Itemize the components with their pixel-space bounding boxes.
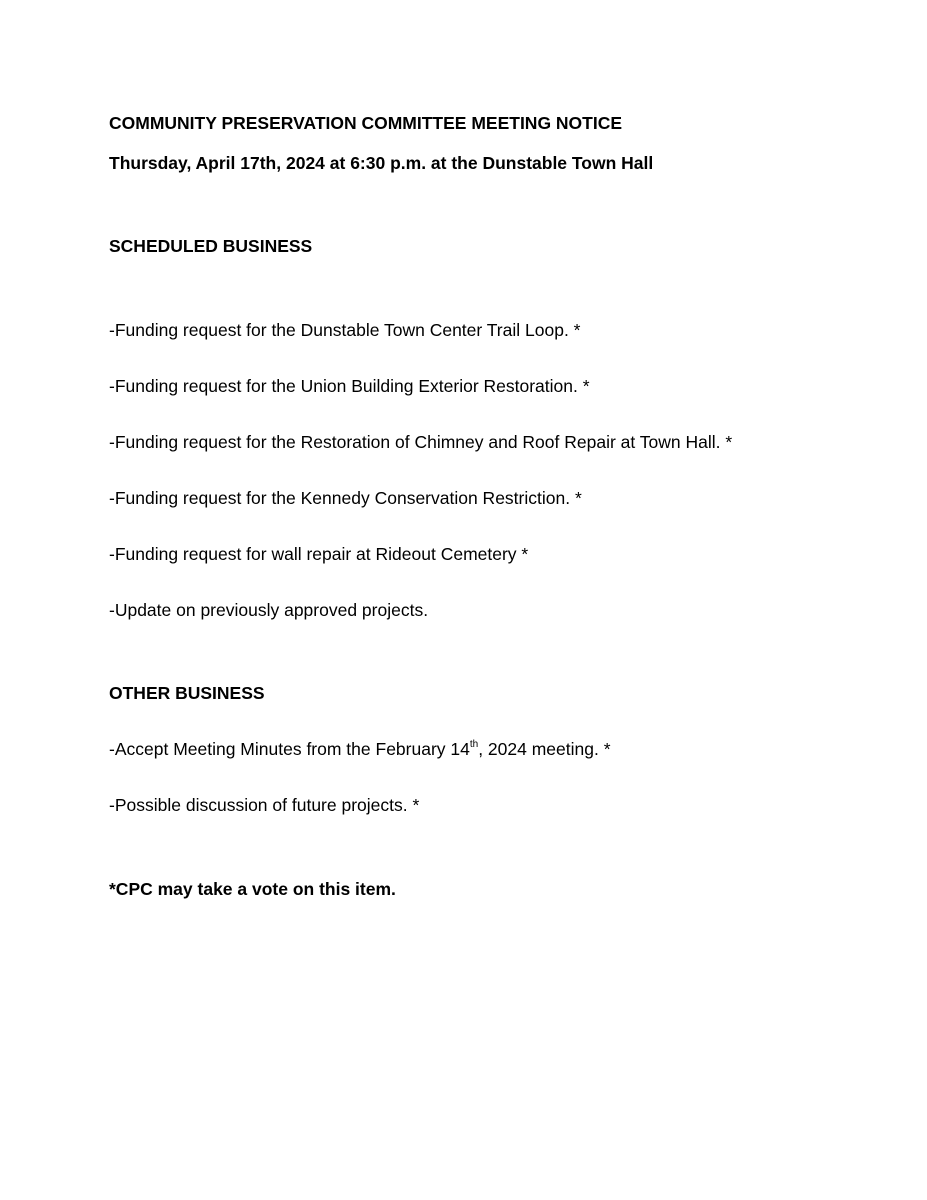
minutes-item-text: -Accept Meeting Minutes from the February 14 <box>109 739 470 759</box>
other-business-heading: OTHER BUSINESS <box>109 683 265 703</box>
scheduled-business-heading: SCHEDULED BUSINESS <box>109 236 313 256</box>
agenda-item-project-update: -Update on previously approved projects. <box>109 600 429 620</box>
meeting-datetime: Thursday, April 17th, 2024 at 6:30 p.m. at the Dunstable Town Hall <box>109 153 654 173</box>
agenda-item-trail-loop: -Funding request for the Dunstable Town Center Trail Loop. * <box>109 320 581 340</box>
minutes-item-text-end: , 2024 meeting. * <box>478 739 611 759</box>
agenda-item-kennedy-restriction: -Funding request for the Kennedy Conservation Restriction. * <box>109 488 582 508</box>
agenda-item-union-building: -Funding request for the Union Building Exterior Restoration. * <box>109 376 590 396</box>
agenda-item-future-projects: -Possible discussion of future projects. * <box>109 795 420 815</box>
agenda-item-chimney-roof: -Funding request for the Restoration of Chimney and Roof Repair at Town Hall. * <box>109 432 733 452</box>
vote-footnote: *CPC may take a vote on this item. <box>109 879 396 899</box>
notice-title: COMMUNITY PRESERVATION COMMITTEE MEETING NOTICE <box>109 113 623 133</box>
agenda-item-rideout-cemetery: -Funding request for wall repair at Rideout Cemetery * <box>109 544 529 564</box>
minutes-item-ordinal-suffix: th <box>469 739 479 751</box>
agenda-item-accept-minutes <box>109 738 611 760</box>
